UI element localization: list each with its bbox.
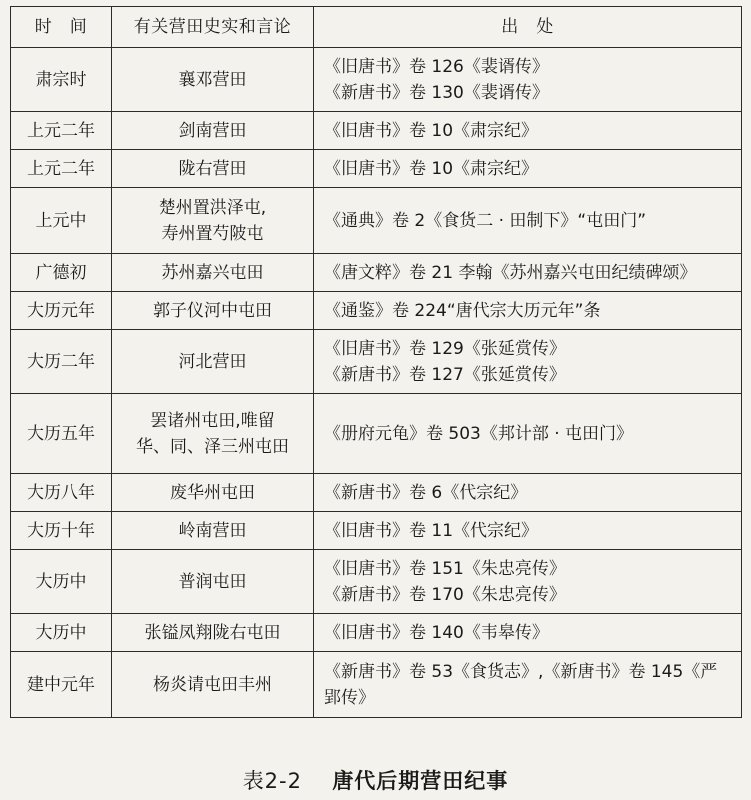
cell-line: 襄邓营田 <box>178 69 247 90</box>
cell-source <box>314 48 742 112</box>
caption-number: 表2-2 <box>242 769 302 793</box>
cell-time: 大历中 <box>11 550 112 614</box>
cell-fact <box>112 254 314 292</box>
cell-fact <box>112 512 314 550</box>
cell-source <box>314 254 742 292</box>
header-fact: 有关营田史实和言论 <box>112 7 314 48</box>
table-row <box>11 254 742 292</box>
cell-source <box>314 188 742 254</box>
cell-time: 大历元年 <box>11 292 112 330</box>
cell-line: 岭南营田 <box>178 520 247 541</box>
cell-line: 《通典》卷 2《食货二 · 田制下》“屯田门” <box>324 210 647 231</box>
table-body <box>11 48 742 718</box>
cell-line: 《旧唐书》卷 129《张延赏传》 <box>324 338 566 359</box>
cell-time: 广德初 <box>11 254 112 292</box>
cell-line: 普润屯田 <box>178 571 247 592</box>
cell-time: 上元二年 <box>11 112 112 150</box>
cell-line: 华、同、泽三州屯田 <box>136 436 289 457</box>
cell-source <box>314 652 742 718</box>
cell-source <box>314 292 742 330</box>
cell-time: 上元二年 <box>11 150 112 188</box>
cell-time: 大历二年 <box>11 330 112 394</box>
cell-time: 肃宗时 <box>11 48 112 112</box>
table-row <box>11 394 742 474</box>
table-row <box>11 330 742 394</box>
cell-fact <box>112 112 314 150</box>
table-row <box>11 292 742 330</box>
cell-time: 大历中 <box>11 614 112 652</box>
cell-fact <box>112 330 314 394</box>
cell-fact <box>112 474 314 512</box>
cell-line: 楚州置洪泽屯, <box>158 197 267 218</box>
cell-source <box>314 512 742 550</box>
cell-line: 剑南营田 <box>178 120 247 141</box>
cell-line: 杨炎请屯田丰州 <box>153 674 272 695</box>
cell-line: 《旧唐书》卷 11《代宗纪》 <box>324 520 539 541</box>
cell-source <box>314 550 742 614</box>
cell-line: 《新唐书》卷 170《朱忠亮传》 <box>324 584 566 605</box>
cell-line: 郭子仪河中屯田 <box>153 300 272 321</box>
table-row <box>11 550 742 614</box>
table-caption <box>0 765 751 795</box>
header-row <box>11 7 742 48</box>
cell-fact <box>112 614 314 652</box>
cell-line: 《唐文粹》卷 21 李翰《苏州嘉兴屯田纪绩碑颂》 <box>324 262 697 283</box>
cell-line: 《通鉴》卷 224“唐代宗大历元年”条 <box>324 300 601 321</box>
cell-line: 《旧唐书》卷 140《韦皋传》 <box>324 622 549 643</box>
cell-time: 大历八年 <box>11 474 112 512</box>
cell-time: 上元中 <box>11 188 112 254</box>
cell-line: 寿州置芍陂屯 <box>161 223 264 244</box>
cell-line: 《旧唐书》卷 10《肃宗纪》 <box>324 120 539 141</box>
cell-line: 《旧唐书》卷 151《朱忠亮传》 <box>324 558 566 579</box>
cell-line: 河北营田 <box>178 351 247 372</box>
table-row <box>11 474 742 512</box>
cell-source <box>314 474 742 512</box>
caption-title: 唐代后期营田纪事 <box>332 769 509 793</box>
cell-source <box>314 394 742 474</box>
cell-line: 苏州嘉兴屯田 <box>161 262 264 283</box>
cell-fact <box>112 652 314 718</box>
table-row <box>11 512 742 550</box>
cell-line: 张镒凤翔陇右屯田 <box>144 622 281 643</box>
cell-line: 《旧唐书》卷 10《肃宗纪》 <box>324 158 539 179</box>
table-row <box>11 48 742 112</box>
cell-fact <box>112 150 314 188</box>
cell-line: 《册府元龟》卷 503《邦计部 · 屯田门》 <box>324 423 634 444</box>
table-row <box>11 150 742 188</box>
table-header <box>11 7 742 48</box>
cell-line: 《新唐书》卷 130《裴谞传》 <box>324 82 549 103</box>
table-row <box>11 652 742 718</box>
cell-line: 陇右营田 <box>178 158 247 179</box>
cell-fact <box>112 48 314 112</box>
header-time: 时 间 <box>11 7 112 48</box>
cell-line: 《新唐书》卷 6《代宗纪》 <box>324 482 528 503</box>
cell-source <box>314 112 742 150</box>
cell-source <box>314 150 742 188</box>
table-row <box>11 112 742 150</box>
cell-time: 大历十年 <box>11 512 112 550</box>
cell-source <box>314 330 742 394</box>
table-row <box>11 614 742 652</box>
header-source: 出 处 <box>314 7 742 48</box>
cell-fact <box>112 550 314 614</box>
cell-fact <box>112 394 314 474</box>
cell-fact <box>112 188 314 254</box>
cell-line: 《新唐书》卷 53《食货志》,《新唐书》卷 145《严郢传》 <box>324 661 718 708</box>
table-row <box>11 188 742 254</box>
cell-time: 大历五年 <box>11 394 112 474</box>
cell-line: 《旧唐书》卷 126《裴谞传》 <box>324 56 549 77</box>
cell-line: 废华州屯田 <box>170 482 255 503</box>
cell-fact <box>112 292 314 330</box>
records-table <box>10 6 742 718</box>
cell-line: 罢诸州屯田,唯留 <box>150 410 275 431</box>
cell-source <box>314 614 742 652</box>
cell-time: 建中元年 <box>11 652 112 718</box>
cell-line: 《新唐书》卷 127《张延赏传》 <box>324 364 566 385</box>
